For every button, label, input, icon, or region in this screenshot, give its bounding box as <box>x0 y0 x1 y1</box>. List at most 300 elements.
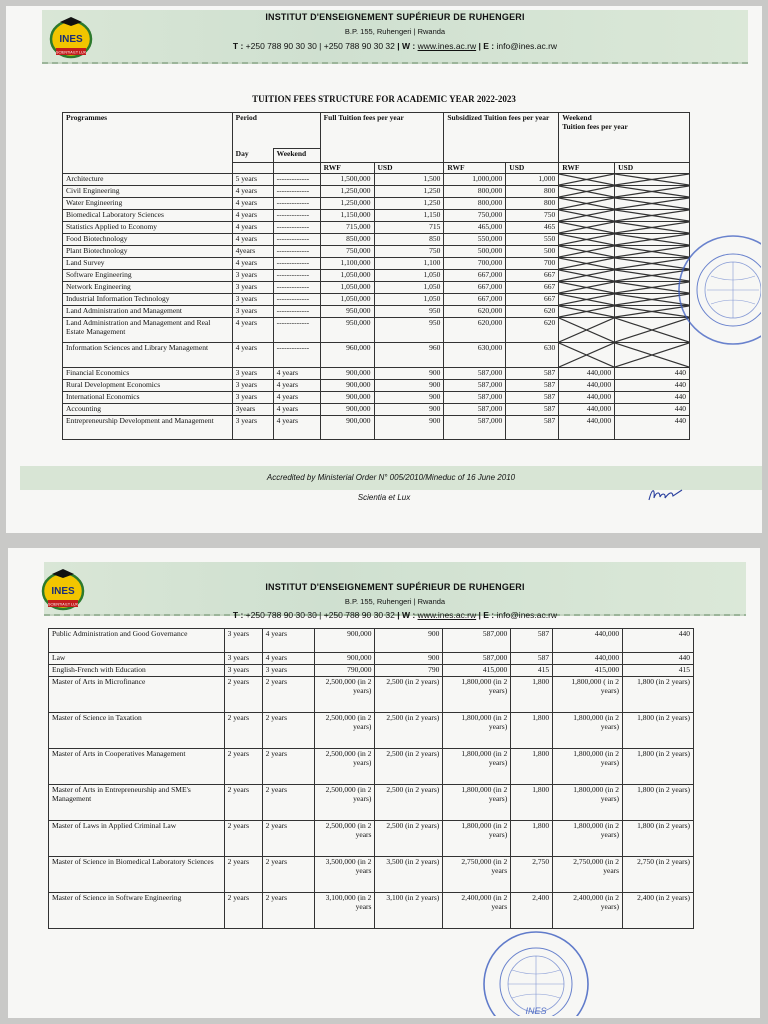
table-row <box>63 234 690 246</box>
full-fee-rwf-cell: 950,000 <box>320 306 374 318</box>
weekend-fee-rwf-cell <box>559 282 615 294</box>
weekend-fee-rwf-cell: 1,800,000 (in 2 years) <box>553 785 623 821</box>
full-fee-usd-cell: 1,150 <box>374 210 444 222</box>
subsidized-fee-usd-cell: 587 <box>506 392 559 404</box>
institution-stamp-icon <box>671 228 761 346</box>
subsidized-fee-rwf-cell: 1,800,000 (in 2 years) <box>443 821 511 857</box>
programme-cell: Software Engineering <box>63 270 233 282</box>
period-day-cell: 4years <box>232 246 273 258</box>
weekend-fee-rwf-cell <box>559 343 615 368</box>
email-address: info@ines.ac.rw <box>496 41 558 51</box>
subsidized-fee-usd-cell: 1,800 <box>511 713 553 749</box>
subsidized-fee-usd-cell: 667 <box>506 294 559 306</box>
table-row <box>49 893 694 929</box>
period-day-cell: 2 years <box>224 893 262 929</box>
table-row <box>49 785 694 821</box>
col-header-rwf: RWF <box>320 163 374 174</box>
crossed-out-icon <box>615 198 689 209</box>
programme-cell: Master of Science in Biomedical Laboratory Sciences <box>49 857 225 893</box>
subsidized-fee-rwf-cell: 587,000 <box>444 380 506 392</box>
weekend-fee-rwf-cell <box>559 186 615 198</box>
subsidized-fee-rwf-cell: 2,750,000 (in 2 years <box>443 857 511 893</box>
period-day-cell: 2 years <box>224 857 262 893</box>
tuition-fees-table-page-1 <box>62 112 690 440</box>
period-weekend-cell: ------------- <box>273 343 320 368</box>
subsidized-fee-rwf-cell: 587,000 <box>444 368 506 380</box>
weekend-fee-rwf-cell <box>559 294 615 306</box>
crossed-out-icon <box>615 186 689 197</box>
document-title: TUITION FEES STRUCTURE FOR ACADEMIC YEAR 2022-2023 <box>252 94 516 104</box>
weekend-fee-rwf-cell <box>559 234 615 246</box>
period-weekend-cell: 4 years <box>273 416 320 440</box>
full-fee-usd-cell: 1,050 <box>374 294 444 306</box>
subsidized-fee-usd-cell: 750 <box>506 210 559 222</box>
programme-cell: Entrepreneurship Development and Management <box>63 416 233 440</box>
programme-cell: Master of Science in Software Engineering <box>49 893 225 929</box>
programme-cell: Land Administration and Management and Real Estate Management <box>63 318 233 343</box>
period-weekend-cell: 2 years <box>262 821 314 857</box>
col-header-weekend-fees: Weekend Tuition fees per year <box>559 113 690 163</box>
weekend-fee-usd-cell <box>615 198 690 210</box>
weekend-fee-rwf-cell <box>559 174 615 186</box>
subsidized-fee-rwf-cell: 465,000 <box>444 222 506 234</box>
programme-cell: English-French with Education <box>49 665 225 677</box>
full-fee-rwf-cell: 1,050,000 <box>320 282 374 294</box>
weekend-fee-usd-cell: 2,750 (in 2 years) <box>623 857 694 893</box>
subsidized-fee-usd-cell: 800 <box>506 198 559 210</box>
subsidized-fee-usd-cell: 587 <box>511 629 553 653</box>
period-weekend-cell: ------------- <box>273 222 320 234</box>
subsidized-fee-rwf-cell: 587,000 <box>443 653 511 665</box>
full-fee-usd-cell: 850 <box>374 234 444 246</box>
period-day-cell: 3 years <box>232 416 273 440</box>
subsidized-fee-rwf-cell: 750,000 <box>444 210 506 222</box>
full-fee-usd-cell: 790 <box>375 665 443 677</box>
full-fee-rwf-cell: 790,000 <box>314 665 375 677</box>
period-day-cell: 3 years <box>232 270 273 282</box>
programme-cell: Water Engineering <box>63 198 233 210</box>
period-weekend-cell: 4 years <box>262 653 314 665</box>
svg-text:SCIENTIA ET LUX: SCIENTIA ET LUX <box>48 602 78 607</box>
period-weekend-cell: ------------- <box>273 282 320 294</box>
weekend-fee-usd-cell: 440 <box>623 629 694 653</box>
col-header-usd: USD <box>374 163 444 174</box>
programme-cell: Architecture <box>63 174 233 186</box>
table-row <box>63 318 690 343</box>
period-weekend-cell: ------------- <box>273 234 320 246</box>
full-fee-usd-cell: 750 <box>374 246 444 258</box>
subsidized-fee-rwf-cell: 667,000 <box>444 294 506 306</box>
programme-cell: Rural Development Economics <box>63 380 233 392</box>
weekend-fee-usd-cell: 440 <box>623 653 694 665</box>
accreditation-band: Accredited by Ministerial Order N° 005/2010/Mineduc of 16 June 2010 <box>20 466 762 490</box>
website-link[interactable]: www.ines.ac.rw <box>417 41 477 51</box>
full-fee-rwf-cell: 1,100,000 <box>320 258 374 270</box>
period-day-cell: 2 years <box>224 713 262 749</box>
subsidized-fee-rwf-cell: 1,800,000 (in 2 years) <box>443 713 511 749</box>
period-weekend-cell: 4 years <box>273 404 320 416</box>
weekend-fee-usd-cell: 440 <box>615 416 690 440</box>
subsidized-fee-usd-cell: 550 <box>506 234 559 246</box>
full-fee-usd-cell: 900 <box>374 416 444 440</box>
table-row <box>63 380 690 392</box>
subsidized-fee-usd-cell: 800 <box>506 186 559 198</box>
table-row <box>63 282 690 294</box>
weekend-fee-rwf-cell <box>559 246 615 258</box>
weekend-fee-usd-cell <box>615 186 690 198</box>
full-fee-usd-cell: 1,050 <box>374 282 444 294</box>
weekend-fee-rwf-cell: 440,000 <box>553 629 623 653</box>
subsidized-fee-usd-cell: 667 <box>506 270 559 282</box>
subsidized-fee-rwf-cell: 667,000 <box>444 282 506 294</box>
crossed-out-icon <box>559 294 614 305</box>
programme-cell: Plant Biotechnology <box>63 246 233 258</box>
period-weekend-cell: 3 years <box>262 665 314 677</box>
period-weekend-cell: 4 years <box>273 380 320 392</box>
period-day-cell: 4 years <box>232 318 273 343</box>
full-fee-usd-cell: 3,100 (in 2 years) <box>375 893 443 929</box>
table-row <box>63 343 690 368</box>
weekend-fee-usd-cell: 440 <box>615 392 690 404</box>
programme-cell: Information Sciences and Library Management <box>63 343 233 368</box>
letterhead-rule <box>42 62 748 64</box>
subsidized-fee-rwf-cell: 1,800,000 (in 2 years) <box>443 677 511 713</box>
subsidized-fee-rwf-cell: 800,000 <box>444 186 506 198</box>
col-header-weekend: Weekend <box>273 149 320 163</box>
full-fee-rwf-cell: 1,050,000 <box>320 294 374 306</box>
subsidized-fee-rwf-cell: 1,800,000 (in 2 years) <box>443 785 511 821</box>
subsidized-fee-usd-cell: 2,750 <box>511 857 553 893</box>
weekend-fee-rwf-cell: 1,800,000 ( in 2 years) <box>553 677 623 713</box>
full-fee-usd-cell: 2,500 (in 2 years) <box>375 785 443 821</box>
table-row <box>49 653 694 665</box>
subsidized-fee-rwf-cell: 2,400,000 (in 2 years <box>443 893 511 929</box>
period-day-cell: 4 years <box>232 210 273 222</box>
institution-stamp-icon <box>474 926 604 1016</box>
website-link[interactable]: www.ines.ac.rw <box>417 610 477 620</box>
period-day-cell: 3 years <box>232 294 273 306</box>
period-weekend-cell: ------------- <box>273 198 320 210</box>
period-day-cell: 3 years <box>224 629 262 653</box>
full-fee-rwf-cell: 1,250,000 <box>320 198 374 210</box>
weekend-fee-usd-cell <box>615 174 690 186</box>
weekend-fee-usd-cell: 2,400 (in 2 years) <box>623 893 694 929</box>
signature-icon <box>646 484 686 506</box>
period-day-cell: 5 years <box>232 174 273 186</box>
weekend-fee-rwf-cell: 2,750,000 (in 2 years <box>553 857 623 893</box>
subsidized-fee-usd-cell: 587 <box>506 380 559 392</box>
tuition-fees-table-page-2 <box>48 628 694 929</box>
full-fee-usd-cell: 900 <box>374 368 444 380</box>
subsidized-fee-usd-cell: 1,000 <box>506 174 559 186</box>
full-fee-rwf-cell: 2,500,000 (in 2 years) <box>314 713 375 749</box>
subsidized-fee-usd-cell: 630 <box>506 343 559 368</box>
full-fee-usd-cell: 1,250 <box>374 198 444 210</box>
full-fee-usd-cell: 900 <box>375 629 443 653</box>
full-fee-usd-cell: 3,500 (in 2 years) <box>375 857 443 893</box>
svg-text:INES: INES <box>525 1006 547 1016</box>
period-weekend-cell: 2 years <box>262 893 314 929</box>
subsidized-fee-rwf-cell: 700,000 <box>444 258 506 270</box>
institution-name: INSTITUT D'ENSEIGNEMENT SUPÉRIEUR DE RUHENGERI <box>265 582 525 592</box>
weekend-fee-rwf-cell <box>559 306 615 318</box>
programme-cell: Master of Arts in Microfinance <box>49 677 225 713</box>
period-day-cell: 2 years <box>224 749 262 785</box>
full-fee-rwf-cell: 2,500,000 (in 2 years <box>314 821 375 857</box>
period-weekend-cell: ------------- <box>273 294 320 306</box>
full-fee-rwf-cell: 750,000 <box>320 246 374 258</box>
table-row <box>63 246 690 258</box>
full-fee-usd-cell: 950 <box>374 306 444 318</box>
period-day-cell: 4 years <box>232 186 273 198</box>
table-row <box>63 210 690 222</box>
full-fee-rwf-cell: 1,150,000 <box>320 210 374 222</box>
full-fee-usd-cell: 2,500 (in 2 years) <box>375 677 443 713</box>
institution-address: B.P. 155, Ruhengeri | Rwanda <box>344 597 446 606</box>
crossed-out-icon <box>559 270 614 281</box>
institution-contact: T : +250 788 90 30 30 | +250 788 90 30 32 | W : www.ines.ac.rw | E : info@ines.ac.rw <box>232 41 558 51</box>
full-fee-rwf-cell: 1,500,000 <box>320 174 374 186</box>
period-day-cell: 4 years <box>232 234 273 246</box>
period-day-cell: 3 years <box>232 368 273 380</box>
crossed-out-icon <box>559 222 614 233</box>
period-weekend-cell: 4 years <box>262 629 314 653</box>
weekend-fee-usd-cell: 1,800 (in 2 years) <box>623 749 694 785</box>
table-row <box>63 270 690 282</box>
full-fee-usd-cell: 1,050 <box>374 270 444 282</box>
table-row <box>63 306 690 318</box>
programme-cell: Master of Science in Taxation <box>49 713 225 749</box>
period-weekend-cell: 4 years <box>273 392 320 404</box>
col-header-day: Day <box>232 149 273 163</box>
programme-cell: Financial Economics <box>63 368 233 380</box>
weekend-fee-rwf-cell: 2,400,000 (in 2 years) <box>553 893 623 929</box>
subsidized-fee-usd-cell: 667 <box>506 282 559 294</box>
crossed-out-icon <box>559 246 614 257</box>
period-day-cell: 3 years <box>232 380 273 392</box>
svg-text:INES: INES <box>59 34 83 45</box>
col-header-full-fees: Full Tuition fees per year <box>320 113 444 163</box>
col-header-period: Period <box>232 113 320 149</box>
period-day-cell: 4 years <box>232 343 273 368</box>
programme-cell: Biomedical Laboratory Sciences <box>63 210 233 222</box>
full-fee-usd-cell: 1,100 <box>374 258 444 270</box>
period-weekend-cell: 2 years <box>262 785 314 821</box>
crossed-out-icon <box>615 174 689 185</box>
subsidized-fee-usd-cell: 587 <box>511 653 553 665</box>
full-fee-rwf-cell: 850,000 <box>320 234 374 246</box>
full-fee-rwf-cell: 900,000 <box>320 380 374 392</box>
crossed-out-icon <box>559 174 614 185</box>
period-weekend-cell: ------------- <box>273 246 320 258</box>
svg-text:INES: INES <box>51 586 75 597</box>
table-row <box>63 294 690 306</box>
subsidized-fee-rwf-cell: 550,000 <box>444 234 506 246</box>
period-weekend-cell: 2 years <box>262 749 314 785</box>
period-day-cell: 3 years <box>232 392 273 404</box>
subsidized-fee-rwf-cell: 620,000 <box>444 318 506 343</box>
table-row <box>63 198 690 210</box>
full-fee-rwf-cell: 2,500,000 (in 2 years) <box>314 785 375 821</box>
subsidized-fee-rwf-cell: 1,800,000 (in 2 years) <box>443 749 511 785</box>
table-row <box>63 258 690 270</box>
institution-address: B.P. 155, Ruhengeri | Rwanda <box>344 27 446 36</box>
period-weekend-cell: ------------- <box>273 270 320 282</box>
table-row <box>49 749 694 785</box>
full-fee-usd-cell: 900 <box>375 653 443 665</box>
table-row <box>49 677 694 713</box>
period-day-cell: 3 years <box>224 653 262 665</box>
full-fee-usd-cell: 2,500 (in 2 years) <box>375 749 443 785</box>
crossed-out-icon <box>559 343 614 367</box>
weekend-fee-rwf-cell: 440,000 <box>553 653 623 665</box>
full-fee-rwf-cell: 1,250,000 <box>320 186 374 198</box>
full-fee-rwf-cell: 900,000 <box>320 416 374 440</box>
crossed-out-icon <box>559 318 614 342</box>
subsidized-fee-rwf-cell: 630,000 <box>444 343 506 368</box>
programme-cell: Network Engineering <box>63 282 233 294</box>
period-day-cell: 4 years <box>232 258 273 270</box>
weekend-fee-usd-cell: 440 <box>615 404 690 416</box>
weekend-fee-rwf-cell <box>559 222 615 234</box>
weekend-fee-usd-cell: 440 <box>615 380 690 392</box>
full-fee-rwf-cell: 1,050,000 <box>320 270 374 282</box>
period-weekend-cell: ------------- <box>273 186 320 198</box>
table-row <box>63 416 690 440</box>
svg-text:SCIENTIA ET LUX: SCIENTIA ET LUX <box>56 50 86 55</box>
col-header-rwf: RWF <box>444 163 506 174</box>
subsidized-fee-usd-cell: 1,800 <box>511 749 553 785</box>
subsidized-fee-usd-cell: 415 <box>511 665 553 677</box>
weekend-fee-usd-cell: 1,800 (in 2 years) <box>623 785 694 821</box>
weekend-fee-usd-cell <box>615 343 690 368</box>
period-day-cell: 3 years <box>232 282 273 294</box>
full-fee-rwf-cell: 960,000 <box>320 343 374 368</box>
table-row <box>49 821 694 857</box>
subsidized-fee-usd-cell: 1,800 <box>511 821 553 857</box>
period-day-cell: 4 years <box>232 198 273 210</box>
period-day-cell: 3 years <box>232 306 273 318</box>
programme-cell: Statistics Applied to Economy <box>63 222 233 234</box>
crossed-out-icon <box>559 198 614 209</box>
full-fee-usd-cell: 960 <box>374 343 444 368</box>
col-header-usd: USD <box>506 163 559 174</box>
subsidized-fee-rwf-cell: 587,000 <box>443 629 511 653</box>
full-fee-rwf-cell: 2,500,000 (in 2 years) <box>314 677 375 713</box>
full-fee-usd-cell: 715 <box>374 222 444 234</box>
weekend-fee-rwf-cell: 415,000 <box>553 665 623 677</box>
period-day-cell: 2 years <box>224 821 262 857</box>
subsidized-fee-usd-cell: 1,800 <box>511 785 553 821</box>
subsidized-fee-rwf-cell: 620,000 <box>444 306 506 318</box>
subsidized-fee-rwf-cell: 415,000 <box>443 665 511 677</box>
subsidized-fee-usd-cell: 465 <box>506 222 559 234</box>
crossed-out-icon <box>559 306 614 317</box>
weekend-fee-rwf-cell: 440,000 <box>559 416 615 440</box>
document-page-1 <box>6 6 762 533</box>
subsidized-fee-rwf-cell: 587,000 <box>444 416 506 440</box>
weekend-fee-rwf-cell: 1,800,000 (in 2 years) <box>553 821 623 857</box>
crossed-out-icon <box>559 234 614 245</box>
period-weekend-cell: ------------- <box>273 258 320 270</box>
period-weekend-cell: 2 years <box>262 677 314 713</box>
weekend-fee-rwf-cell: 1,800,000 (in 2 years) <box>553 749 623 785</box>
full-fee-rwf-cell: 900,000 <box>320 392 374 404</box>
full-fee-rwf-cell: 715,000 <box>320 222 374 234</box>
full-fee-usd-cell: 2,500 (in 2 years) <box>375 713 443 749</box>
subsidized-fee-rwf-cell: 500,000 <box>444 246 506 258</box>
full-fee-usd-cell: 950 <box>374 318 444 343</box>
full-fee-rwf-cell: 3,100,000 (in 2 years <box>314 893 375 929</box>
email-address: info@ines.ac.rw <box>496 610 558 620</box>
full-fee-rwf-cell: 900,000 <box>314 653 375 665</box>
programme-cell: Law <box>49 653 225 665</box>
table-row <box>63 186 690 198</box>
period-day-cell: 4 years <box>232 222 273 234</box>
table-row <box>63 174 690 186</box>
full-fee-usd-cell: 900 <box>374 404 444 416</box>
period-day-cell: 3years <box>232 404 273 416</box>
period-weekend-cell: ------------- <box>273 306 320 318</box>
subsidized-fee-usd-cell: 587 <box>506 368 559 380</box>
institution-contact: T : +250 788 90 30 30 | +250 788 90 30 32 | W : www.ines.ac.rw | E : info@ines.ac.rw <box>232 610 558 620</box>
subsidized-fee-rwf-cell: 1,000,000 <box>444 174 506 186</box>
table-row <box>49 857 694 893</box>
crossed-out-icon <box>559 258 614 269</box>
crossed-out-icon <box>559 186 614 197</box>
programme-cell: Land Survey <box>63 258 233 270</box>
full-fee-rwf-cell: 950,000 <box>320 318 374 343</box>
weekend-fee-rwf-cell <box>559 198 615 210</box>
period-weekend-cell: 2 years <box>262 857 314 893</box>
table-row <box>63 404 690 416</box>
full-fee-usd-cell: 900 <box>374 380 444 392</box>
full-fee-rwf-cell: 900,000 <box>314 629 375 653</box>
period-day-cell: 2 years <box>224 677 262 713</box>
subsidized-fee-usd-cell: 700 <box>506 258 559 270</box>
table-row <box>49 665 694 677</box>
full-fee-usd-cell: 2,500 (in 2 years) <box>375 821 443 857</box>
weekend-fee-rwf-cell: 440,000 <box>559 368 615 380</box>
subsidized-fee-usd-cell: 587 <box>506 416 559 440</box>
full-fee-rwf-cell: 900,000 <box>320 404 374 416</box>
col-header-subsidized-fees: Subsidized Tuition fees per year <box>444 113 559 163</box>
programme-cell: Accounting <box>63 404 233 416</box>
programme-cell: Civil Engineering <box>63 186 233 198</box>
weekend-fee-rwf-cell <box>559 318 615 343</box>
weekend-fee-usd-cell <box>615 210 690 222</box>
period-day-cell: 2 years <box>224 785 262 821</box>
programme-cell: Master of Laws in Applied Criminal Law <box>49 821 225 857</box>
table-row <box>63 368 690 380</box>
crossed-out-icon <box>615 343 689 367</box>
full-fee-rwf-cell: 3,500,000 (in 2 years <box>314 857 375 893</box>
table-row <box>63 392 690 404</box>
programme-cell: Master of Arts in Entrepreneurship and SME's Management <box>49 785 225 821</box>
period-weekend-cell: ------------- <box>273 174 320 186</box>
weekend-fee-rwf-cell <box>559 210 615 222</box>
full-fee-rwf-cell: 900,000 <box>320 368 374 380</box>
subsidized-fee-usd-cell: 1,800 <box>511 677 553 713</box>
period-weekend-cell: 2 years <box>262 713 314 749</box>
crossed-out-icon <box>559 282 614 293</box>
subsidized-fee-usd-cell: 620 <box>506 306 559 318</box>
col-header-programmes: Programmes <box>63 113 233 174</box>
subsidized-fee-usd-cell: 620 <box>506 318 559 343</box>
programme-cell: Industrial Information Technology <box>63 294 233 306</box>
full-fee-usd-cell: 1,250 <box>374 186 444 198</box>
col-header-usd: USD <box>615 163 690 174</box>
